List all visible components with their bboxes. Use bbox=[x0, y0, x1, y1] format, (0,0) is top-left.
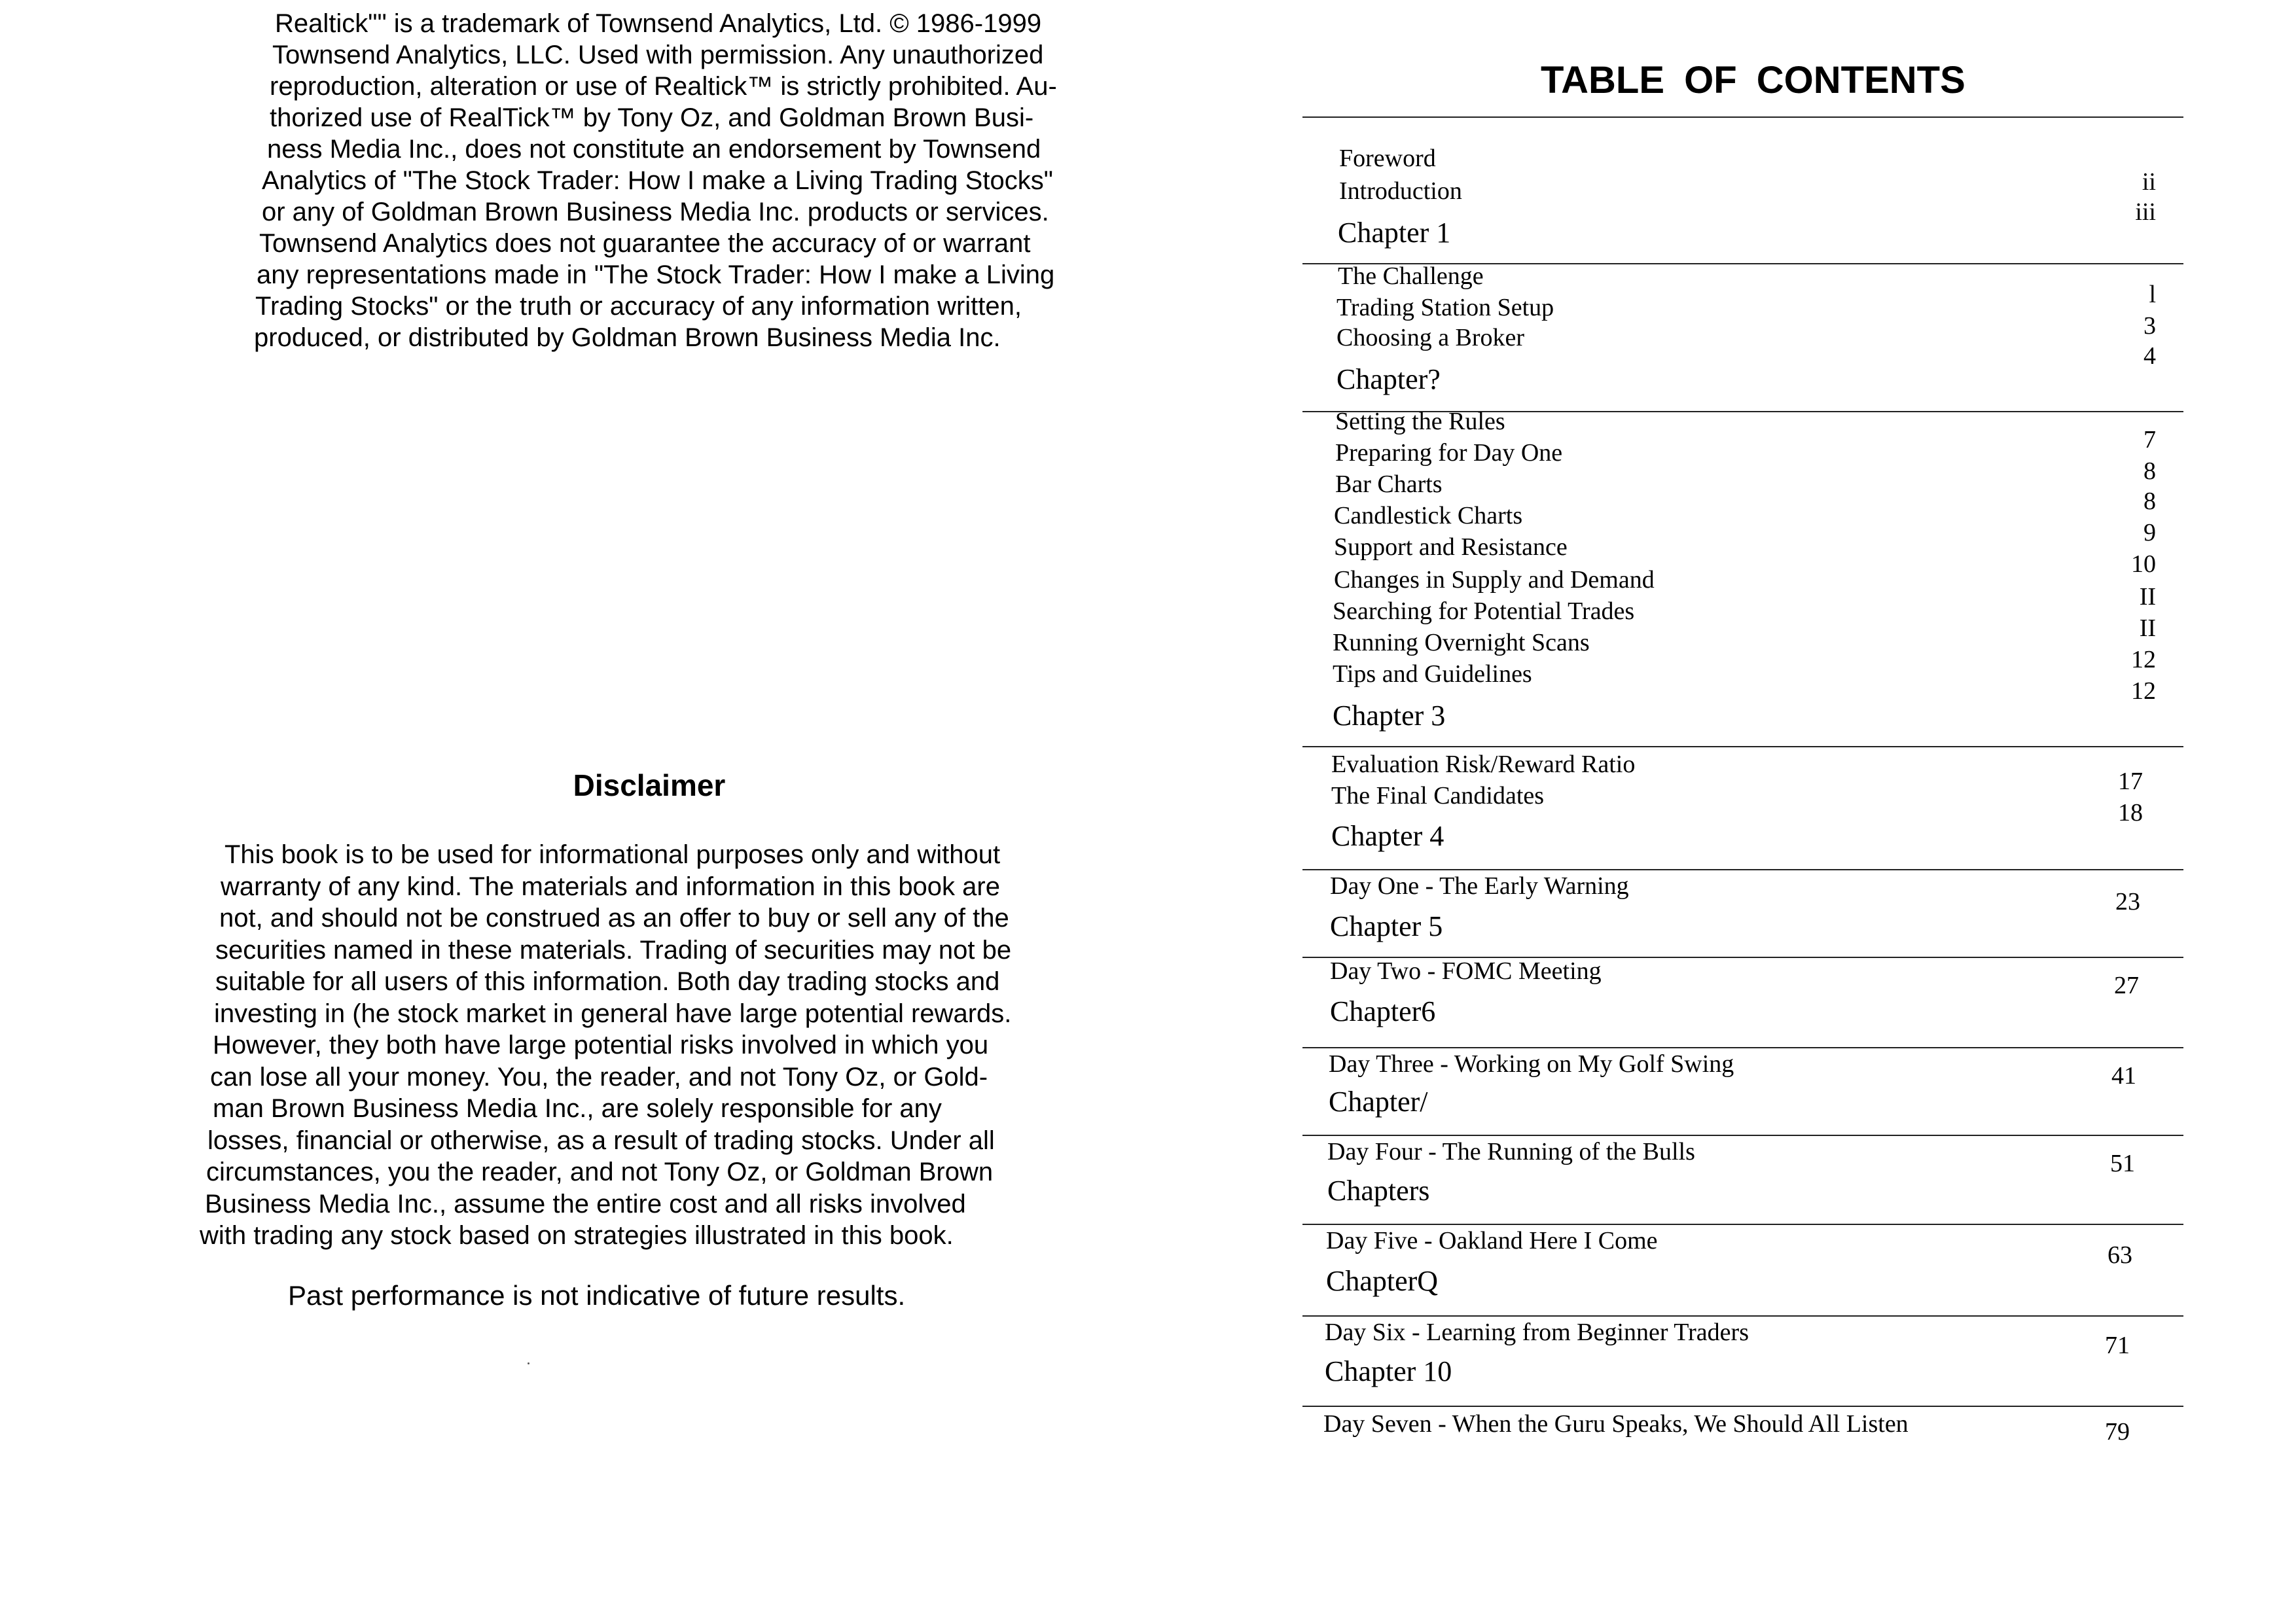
disclaimer-line: warranty of any kind. The materials and information in this book are bbox=[221, 872, 1000, 901]
toc-entry-foreword: Foreword bbox=[1339, 145, 1436, 172]
toc-page-number: iii bbox=[2135, 198, 2156, 226]
toc-page-number: 18 bbox=[2118, 799, 2143, 826]
toc-entry: Day Six - Learning from Beginner Traders bbox=[1325, 1319, 1749, 1346]
toc-page-number: 12 bbox=[2131, 646, 2156, 673]
toc-title: TABLE OF CONTENTS bbox=[1541, 59, 1965, 101]
chapter-heading: Chapter 5 bbox=[1330, 910, 1443, 942]
toc-page-number: 9 bbox=[2144, 519, 2156, 546]
disclaimer-line: man Brown Business Media Inc., are solely responsible for any bbox=[213, 1094, 942, 1123]
disclaimer-line: suitable for all users of this information. Both day trading stocks and bbox=[215, 967, 1000, 996]
chapter-heading: Chapter? bbox=[1336, 363, 1441, 395]
toc-rule bbox=[1302, 1315, 2183, 1317]
toc-page-number: 71 bbox=[2105, 1332, 2130, 1359]
toc-rule bbox=[1302, 1406, 2183, 1407]
toc-page-number: ii bbox=[2142, 168, 2156, 196]
disclaimer-line: can lose all your money. You, the reader, and not Tony Oz, or Gold- bbox=[210, 1062, 988, 1092]
chapter-heading: Chapters bbox=[1327, 1175, 1430, 1207]
chapter-heading: Chapter 3 bbox=[1333, 700, 1446, 732]
disclaimer-line: not, and should not be construed as an offer to buy or sell any of the bbox=[219, 904, 1009, 933]
toc-rule bbox=[1302, 869, 2183, 870]
toc-page-number: 51 bbox=[2110, 1150, 2135, 1177]
disclaimer-heading: Disclaimer bbox=[573, 768, 726, 802]
chapter-heading: Chapter 1 bbox=[1338, 217, 1451, 249]
toc-page-number: 12 bbox=[2131, 677, 2156, 705]
toc-entry-introduction: Introduction bbox=[1339, 177, 1462, 205]
trademark-line: reproduction, alteration or use of Realtick™ is strictly prohibited. Au- bbox=[270, 72, 1057, 101]
toc-entry: The Challenge bbox=[1338, 262, 1484, 290]
toc-page-number: 23 bbox=[2115, 888, 2140, 915]
chapter-heading: Chapter 4 bbox=[1331, 820, 1444, 852]
disclaimer-line: This book is to be used for informational purposes only and without bbox=[224, 840, 1001, 869]
toc-page-number: 3 bbox=[2144, 312, 2156, 340]
toc-entry: Setting the Rules bbox=[1335, 408, 1505, 435]
toc-entry: Trading Station Setup bbox=[1336, 294, 1554, 321]
toc-entry: Day Four - The Running of the Bulls bbox=[1327, 1138, 1695, 1165]
toc-page-number: 7 bbox=[2144, 426, 2156, 453]
toc-entry: Evaluation Risk/Reward Ratio bbox=[1331, 751, 1636, 778]
toc-page-number: 17 bbox=[2118, 768, 2143, 795]
toc-entry: Preparing for Day One bbox=[1335, 439, 1563, 467]
toc-page-number: 41 bbox=[2111, 1062, 2136, 1090]
toc-entry: Bar Charts bbox=[1335, 471, 1443, 498]
disclaimer-line: However, they both have large potential risks involved in which you bbox=[213, 1031, 989, 1059]
toc-entry: Day Three - Working on My Golf Swing bbox=[1329, 1050, 1734, 1078]
past-performance-note: Past performance is not indicative of future results. bbox=[288, 1280, 906, 1311]
toc-entry: Day Two - FOMC Meeting bbox=[1330, 957, 1602, 985]
toc-page-number: 4 bbox=[2144, 342, 2156, 370]
toc-entry: Support and Resistance bbox=[1334, 533, 1568, 561]
toc-entry: Day Seven - When the Guru Speaks, We Should All Listen bbox=[1323, 1410, 1909, 1438]
trademark-line: any representations made in "The Stock Trader: How I make a Living bbox=[257, 260, 1055, 289]
toc-entry: Running Overnight Scans bbox=[1333, 629, 1590, 656]
toc-page-number: II bbox=[2139, 583, 2156, 611]
toc-page-number: 8 bbox=[2144, 457, 2156, 485]
toc-rule bbox=[1302, 746, 2183, 747]
disclaimer-line: losses, financial or otherwise, as a result of trading stocks. Under all bbox=[207, 1126, 995, 1155]
chapter-heading: Chapter6 bbox=[1330, 995, 1436, 1027]
right-page bbox=[1148, 0, 2296, 1617]
toc-page-number: 10 bbox=[2131, 550, 2156, 578]
disclaimer-line: securities named in these materials. Trading of securities may not be bbox=[215, 935, 1012, 965]
chapter-heading: Chapter 10 bbox=[1325, 1355, 1452, 1387]
toc-page-number: 8 bbox=[2144, 488, 2156, 515]
toc-page-number: l bbox=[2149, 281, 2156, 308]
trademark-notice bbox=[254, 8, 1105, 353]
chapter-heading: ChapterQ bbox=[1326, 1265, 1439, 1297]
toc-entry: Day One - The Early Warning bbox=[1330, 872, 1629, 900]
trademark-line: Townsend Analytics, LLC. Used with permission. Any unauthorized bbox=[272, 41, 1044, 69]
disclaimer-text bbox=[200, 839, 1116, 1252]
toc-page-number: 63 bbox=[2108, 1241, 2132, 1269]
toc-entry: Day Five - Oakland Here I Come bbox=[1326, 1227, 1658, 1254]
trademark-line: produced, or distributed by Goldman Brown Business Media Inc. bbox=[254, 323, 1001, 352]
toc-page-number: 79 bbox=[2105, 1418, 2130, 1446]
toc-rule bbox=[1302, 116, 2183, 118]
toc-entry: Searching for Potential Trades bbox=[1333, 597, 1635, 625]
disclaimer-line: investing in (he stock market in general have large potential rewards. bbox=[214, 999, 1012, 1028]
trademark-line: Analytics of "The Stock Trader: How I make a Living Trading Stocks" bbox=[262, 166, 1053, 195]
toc-page-number: II bbox=[2139, 614, 2156, 642]
trademark-line: Realtick"" is a trademark of Townsend Analytics, Ltd. © 1986-1999 bbox=[275, 9, 1042, 38]
trademark-line: or any of Goldman Brown Business Media Inc. products or services. bbox=[262, 198, 1049, 226]
disclaimer-line: Business Media Inc., assume the entire cost and all risks involved bbox=[205, 1189, 966, 1218]
disclaimer-line: with trading any stock based on strategies illustrated in this book. bbox=[200, 1221, 954, 1250]
toc-entry: Candlestick Charts bbox=[1334, 502, 1523, 529]
toc-entry: The Final Candidates bbox=[1331, 782, 1545, 809]
toc-rule bbox=[1302, 1135, 2183, 1136]
toc-entry: Changes in Supply and Demand bbox=[1334, 566, 1655, 594]
toc-rule bbox=[1302, 1224, 2183, 1225]
chapter-heading: Chapter/ bbox=[1329, 1086, 1428, 1118]
trademark-line: Townsend Analytics does not guarantee the accuracy of or warrant bbox=[259, 229, 1031, 258]
toc-entry: Choosing a Broker bbox=[1336, 324, 1525, 351]
toc-page-number: 27 bbox=[2114, 972, 2139, 999]
trademark-line: Trading Stocks" or the truth or accuracy of any information written, bbox=[255, 292, 1022, 321]
trademark-line: ness Media Inc., does not constitute an endorsement by Townsend bbox=[267, 135, 1041, 164]
toc-rule bbox=[1302, 1047, 2183, 1048]
toc-entry: Tips and Guidelines bbox=[1333, 660, 1532, 688]
print-speck bbox=[528, 1362, 529, 1364]
trademark-line: thorized use of RealTick™ by Tony Oz, and Goldman Brown Busi- bbox=[270, 103, 1034, 132]
disclaimer-line: circumstances, you the reader, and not Tony Oz, or Goldman Brown bbox=[206, 1158, 994, 1186]
